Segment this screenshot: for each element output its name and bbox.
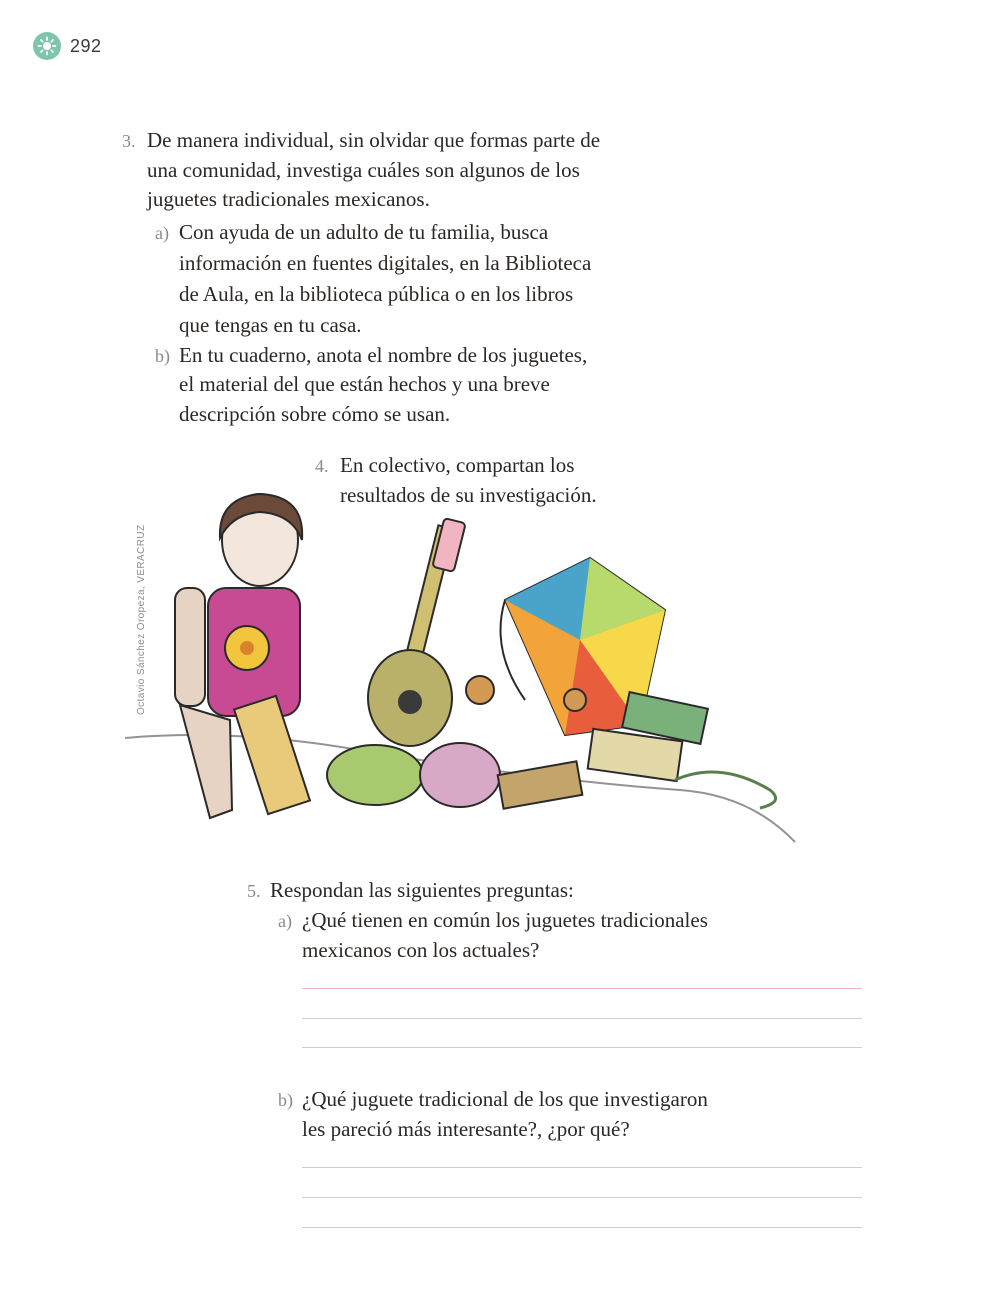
illustration-credit: Octavio Sánchez Oropeza, VERACRUZ (136, 524, 147, 715)
question-5b (278, 1085, 708, 1144)
text-line: ¿Qué tienen en común los juguetes tradicionales (302, 908, 708, 932)
text-line: Con ayuda de un adulto de tu familia, busca (179, 219, 549, 244)
text-line: resultados de su investigación. (340, 482, 597, 507)
traditional-toys-illustration (120, 490, 810, 850)
question-number: 5. (247, 881, 261, 901)
text-line: de Aula, en la biblioteca pública o en los libros (179, 281, 574, 306)
question-text (147, 126, 642, 215)
question-3a (155, 217, 642, 341)
text-line: información en fuentes digitales, en la Biblioteca (179, 250, 592, 275)
question-3b (155, 341, 642, 430)
question-text (270, 876, 574, 906)
page-number (33, 32, 102, 60)
wooden-board (234, 696, 310, 814)
guitar (368, 518, 466, 746)
text-line: ¿Qué juguete tradicional de los que investigaron (302, 1087, 708, 1111)
question-text (340, 451, 597, 510)
page-badge (33, 32, 61, 60)
answer-line[interactable] (302, 988, 862, 989)
page-number-text: 292 (70, 35, 102, 56)
answer-line[interactable] (302, 1018, 862, 1019)
question-4 (315, 451, 597, 510)
subquestion-label: b) (155, 345, 170, 366)
subquestion-label: a) (278, 911, 292, 931)
text-line: descripción sobre cómo se usan. (179, 401, 451, 426)
text-line: les pareció más interesante?, ¿por qué? (302, 1116, 630, 1141)
answer-line[interactable] (302, 1197, 862, 1198)
text-line: que tengas en tu casa. (179, 312, 362, 337)
question-number: 3. (122, 131, 136, 151)
text-line: juguetes tradicionales mexicanos. (147, 187, 430, 211)
text-line: En tu cuaderno, anota el nombre de los juguetes, (179, 342, 588, 367)
sun-icon (37, 36, 57, 56)
answer-line[interactable] (302, 1167, 862, 1168)
subquestion-label: a) (155, 222, 169, 243)
text-line: mexicanos con los actuales? (302, 937, 540, 962)
answer-line[interactable] (302, 1047, 862, 1048)
text-line: el material del que están hechos y una breve (179, 372, 550, 396)
text-line: En colectivo, compartan los (340, 453, 575, 477)
text-line: una comunidad, investiga cuáles son algunos de los (147, 157, 580, 182)
question-5 (247, 876, 574, 906)
subquestion-label: b) (278, 1090, 293, 1110)
text-line: De manera individual, sin olvidar que formas parte de (147, 128, 601, 152)
text-line: Respondan las siguientes preguntas: (270, 878, 574, 902)
question-3 (122, 126, 642, 429)
answer-line[interactable] (302, 1227, 862, 1228)
question-number: 4. (315, 456, 329, 476)
question-5a (278, 906, 708, 965)
